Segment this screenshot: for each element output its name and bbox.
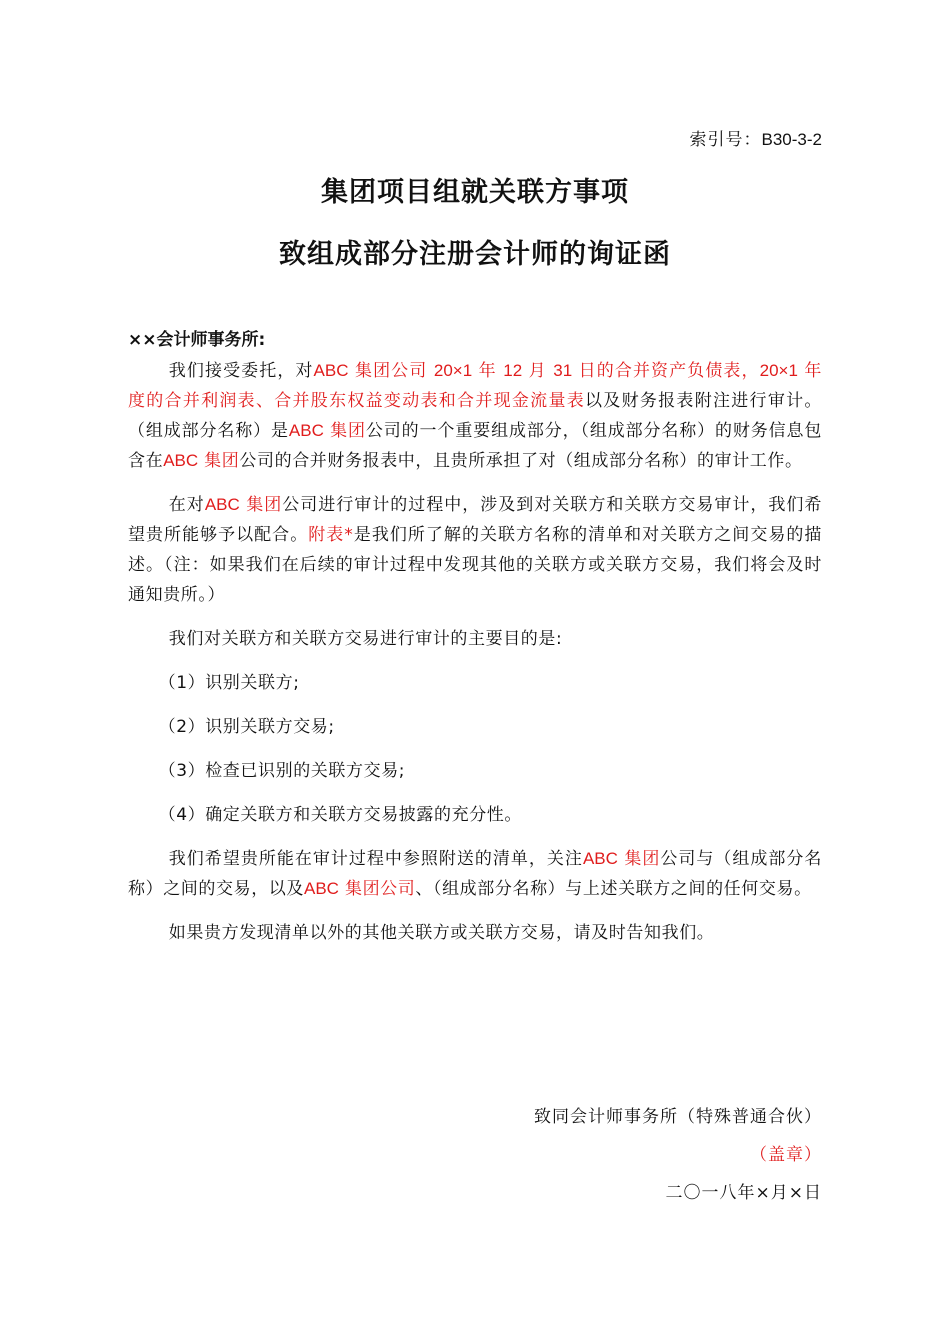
highlighted-text: 12 — [503, 361, 523, 380]
paragraph-4 — [128, 844, 822, 904]
list-item-3: （3）检查已识别的关联方交易; — [158, 761, 406, 781]
highlighted-text: ABC — [204, 495, 240, 514]
body-text: 我们接受委托，对 — [168, 361, 314, 381]
list-item-1: （1）识别关联方; — [158, 673, 300, 693]
reference-code: B30-3-2 — [761, 130, 822, 149]
paragraph-5: 如果贵方发现清单以外的其他关联方或关联方交易，请及时告知我们。 — [168, 923, 715, 943]
list-item-2: （2）识别关联方交易; — [158, 717, 335, 737]
highlighted-text: 集团公司 — [348, 361, 434, 381]
paragraph-3: 我们对关联方和关联方交易进行审计的主要目的是: — [168, 629, 563, 649]
highlighted-text: ABC — [582, 849, 618, 868]
body-text: 以及财务报表附注进行审计。（组成部分名称）是 — [128, 391, 822, 441]
body-text: 、（组成部分名称）与上述关联方之间的任何交易。 — [415, 879, 812, 899]
paragraph-1 — [128, 356, 822, 476]
highlighted-text: ABC — [304, 879, 339, 898]
highlighted-text: 集团 — [198, 451, 240, 471]
title-line-1: 集团项目组就关联方事项 — [321, 177, 629, 208]
signature-seal: （盖章） — [750, 1145, 822, 1165]
highlighted-text: 31 — [553, 361, 573, 380]
body-text: 公司与（组成部分名称）之间的交易，以及 — [128, 849, 822, 899]
highlighted-text: 20×1 — [433, 361, 473, 380]
body-text: 在对 — [168, 495, 205, 515]
highlighted-text: 附表* — [308, 525, 354, 545]
paragraph-2 — [128, 490, 822, 610]
body-text: 是我们所了解的关联方名称的清单和对关联方之间交易的描述。（注：如果我们在后续的审计过程中发现其他的关联方或关联方交易，我们将会及时通知贵所。） — [128, 525, 822, 605]
highlighted-text: ABC — [163, 451, 199, 470]
highlighted-text: 集团公司 — [338, 879, 416, 899]
body-text: 公司的合并财务报表中，且贵所承担了对（组成部分名称）的审计工作。 — [239, 451, 803, 471]
title-line-2: 致组成部分注册会计师的询证函 — [279, 239, 671, 270]
highlighted-text: 集团 — [617, 849, 661, 869]
body-text: 我们希望贵所能在审计过程中参照附送的清单，关注 — [168, 849, 583, 869]
highlighted-text: 年度的合并利润表、合并股东权益变动表和合并现金流量表 — [128, 361, 823, 411]
body-text: 公司进行审计的过程中，涉及到对关联方和关联方交易审计，我们希望贵所能够予以配合。 — [128, 495, 822, 545]
salutation: ××会计师事务所: — [128, 330, 266, 350]
signature-date: 二〇一八年×月×日 — [665, 1183, 822, 1203]
list-item-4: （4）确定关联方和关联方交易披露的充分性。 — [158, 805, 523, 825]
highlighted-text: 月 — [522, 361, 554, 381]
highlighted-text: 日的合并资产负债表， — [572, 361, 760, 381]
highlighted-text: 集团 — [323, 421, 366, 441]
highlighted-text: 集团 — [239, 495, 283, 515]
body-text: 公司的一个重要组成部分，（组成部分名称）的财务信息包含在 — [128, 421, 822, 471]
letter-body — [128, 356, 822, 962]
highlighted-text: ABC — [288, 421, 324, 440]
highlighted-text: 年 — [472, 361, 504, 381]
highlighted-text: 20×1 — [759, 361, 798, 380]
highlighted-text: ABC — [313, 361, 349, 380]
signature-firm: 致同会计师事务所（特殊普通合伙） — [534, 1107, 822, 1127]
reference-number — [690, 125, 822, 150]
reference-label: 索引号： — [689, 130, 762, 150]
